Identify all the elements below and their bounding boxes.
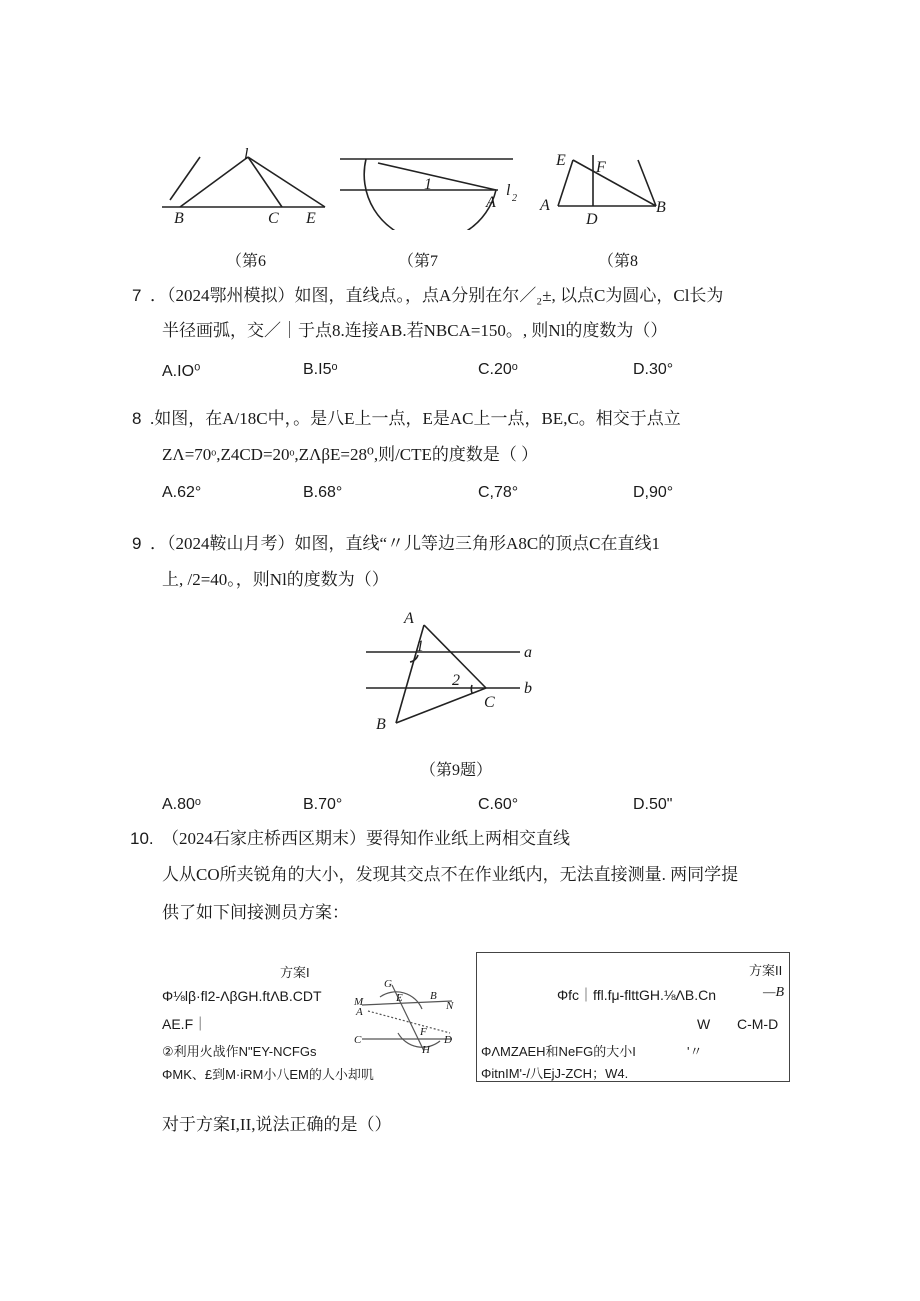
- p1fig-A: A: [356, 1006, 363, 1018]
- fig9-label-b: b: [524, 680, 532, 697]
- q8-option-b[interactable]: B.68°: [303, 484, 343, 501]
- fig8-label-A: A: [540, 197, 550, 214]
- p1fig-N: N: [446, 1000, 454, 1012]
- p1fig-D: D: [444, 1034, 452, 1046]
- fig8-label-F: F: [596, 159, 606, 176]
- plan2-line4: ΦitnIM'-/八EjJ-ZCH；W4.: [481, 1066, 629, 1081]
- q10-line3: 供了如下间接测员方案：: [162, 903, 349, 922]
- figure-9: [360, 605, 550, 735]
- q8-line1: .如图，在A/18C中，。是八E上一点，E是AC上一点，BE,C。相交于点立: [150, 409, 681, 428]
- fig6-label-E: E: [306, 210, 316, 227]
- figure-6: [160, 145, 340, 230]
- q7-line1: ．（2024鄂州模拟）如图，直线点。，点A分别在尔／₂±, 以点C为圆心，Cl长为: [150, 286, 724, 305]
- fig8-label-D: D: [586, 211, 598, 228]
- plan2-box: [476, 952, 790, 1082]
- fig9-label-C: C: [484, 694, 495, 711]
- plan1-line3: ②利用火战作N"EY-NCFGs: [162, 1044, 317, 1059]
- figure-7: [338, 145, 528, 230]
- plan1-line4: ΦMK、£到M·iRM小八EM的人小却叽: [162, 1067, 374, 1082]
- q7-number: 7: [132, 286, 142, 305]
- fig9-label-a: a: [524, 644, 532, 661]
- q10-line2: 人从CO所夹锐角的大小，发现其交点不在作业纸内，无法直接测量. 两同学提: [162, 865, 739, 884]
- q9-line1: ．（2024鞍山月考）如图，直线“〃儿等边三角形A8C的顶点C在直线1: [150, 534, 660, 553]
- fig6-label-C: C: [268, 210, 279, 227]
- plan1-line2: AE.F｜: [162, 1016, 208, 1032]
- plan1-figure: [352, 975, 467, 1055]
- fig6-caption: （第6: [226, 253, 267, 270]
- plan2-line3: ΦΛMZAEH和NeFG的大小I: [481, 1044, 636, 1059]
- q9-line2: 上, /2=40。，则Nl的度数为（）: [162, 570, 389, 589]
- plan2-line3-tail: '〃: [687, 1044, 703, 1059]
- fig6-label-B: B: [174, 210, 184, 227]
- q10-footer: 对于方案I,II,说法正确的是（）: [162, 1115, 392, 1134]
- fig9-caption: （第9题）: [420, 762, 493, 779]
- fig9-label-A: A: [404, 610, 414, 627]
- q10-line1: （2024石家庄桥西区期末）要得知作业纸上两相交直线: [162, 829, 570, 848]
- fig9-label-B: B: [376, 716, 386, 733]
- figure-8: [538, 150, 673, 230]
- q9-number: 9: [132, 534, 142, 553]
- p1fig-F: F: [420, 1026, 427, 1038]
- q7-option-a[interactable]: A.IO⁰: [162, 363, 201, 380]
- q8-line2: ZΛ=70ᵒ,Z4CD=20ᵒ,ZΛβE=28⁰,则/CTE的度数是（ ）: [162, 445, 539, 464]
- p1fig-B: B: [430, 990, 437, 1002]
- plan2-line2-w: W: [697, 1016, 711, 1032]
- q7-option-c[interactable]: C.20ᵒ: [478, 361, 518, 378]
- q7-line2: 半径画弧，交／｜于点8.连接AB.若NBCA=150。, 则Nl的度数为（）: [162, 321, 668, 340]
- fig7-label-1: 1: [424, 176, 432, 193]
- q8-number: 8: [132, 409, 142, 428]
- p1fig-H: H: [422, 1044, 430, 1055]
- plan1-title: 方案I: [280, 965, 310, 980]
- fig6-label-top: l: [244, 146, 249, 163]
- q9-option-c[interactable]: C.60°: [478, 796, 519, 813]
- fig8-label-E: E: [556, 152, 566, 169]
- q8-option-d[interactable]: D,90°: [633, 484, 674, 501]
- plan1-line1: Φ⅛lβ·fl2-ΛβGH.ftΛB.CDT: [162, 988, 322, 1004]
- plan2-line2-cmd: C-M-D: [737, 1016, 779, 1032]
- fig9-label-1: 1: [416, 638, 424, 655]
- q7-option-d[interactable]: D.30°: [633, 361, 674, 378]
- plan2-line1-tail: —B: [763, 985, 784, 1000]
- p1fig-M: M: [354, 996, 364, 1008]
- p1fig-E: E: [396, 992, 403, 1004]
- q8-option-c[interactable]: C,78°: [478, 484, 519, 501]
- fig9-label-2: 2: [452, 672, 460, 689]
- p1fig-G: G: [384, 978, 392, 990]
- fig7-label-l2: l: [506, 182, 511, 199]
- plan2-line1: Φfc｜ffl.fμ-flttGH.⅛ΛB.Cn: [557, 987, 717, 1003]
- q9-option-b[interactable]: B.70°: [303, 796, 343, 813]
- plan2-title: 方案II: [749, 963, 783, 978]
- q7-option-b[interactable]: B.I5ᵒ: [303, 361, 338, 378]
- fig7-label-A: A: [486, 194, 496, 211]
- fig7-caption: （第7: [398, 253, 439, 270]
- fig8-label-B: B: [656, 199, 666, 216]
- fig8-caption: （第8: [598, 253, 639, 270]
- q9-option-a[interactable]: A.80ᵒ: [162, 796, 201, 813]
- q10-number: 10.: [130, 829, 154, 848]
- q9-option-d[interactable]: D.50": [633, 796, 673, 813]
- q8-option-a[interactable]: A.62°: [162, 484, 202, 501]
- fig7-label-l2-sub: 2: [512, 193, 517, 204]
- p1fig-C: C: [354, 1034, 362, 1046]
